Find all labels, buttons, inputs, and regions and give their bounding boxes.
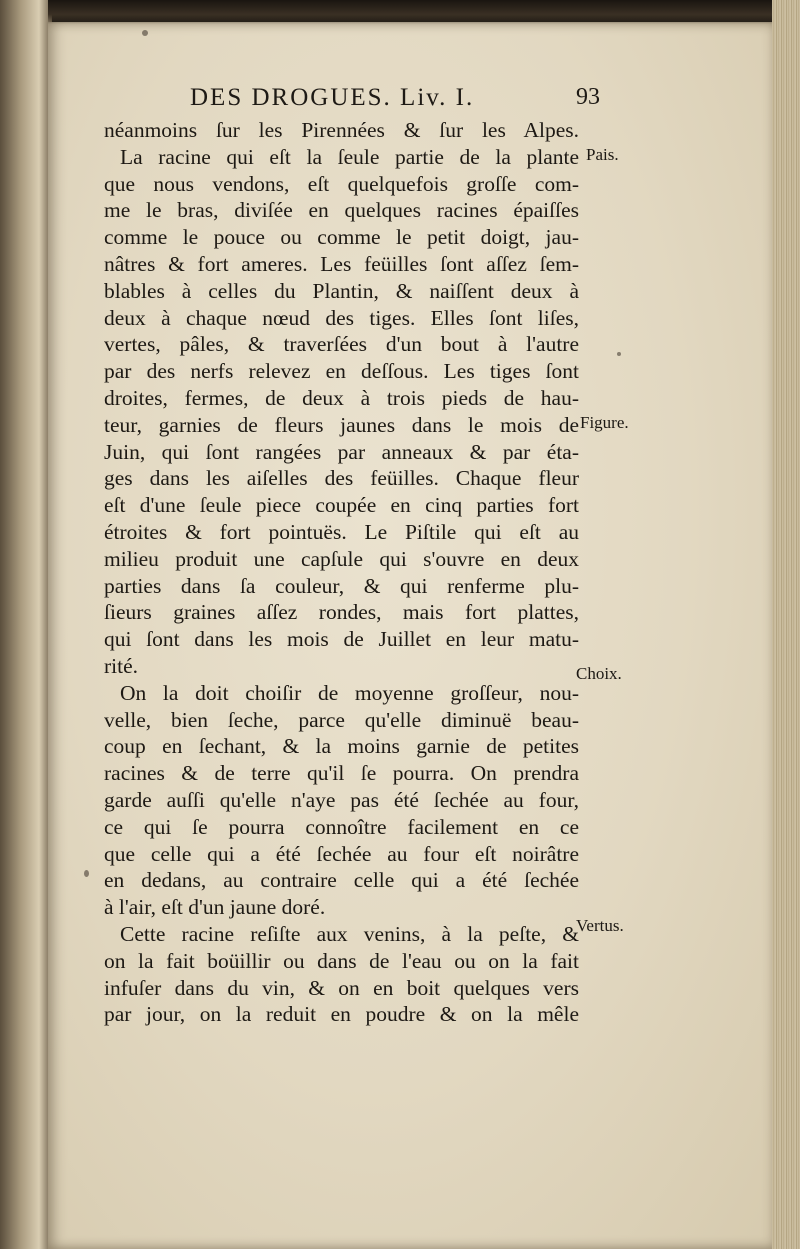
top-shadow: [48, 0, 776, 24]
text-line: que nous vendons, eſt quelquefois groſſe com-: [104, 171, 579, 196]
text-line: ſieurs graines aſſez rondes, mais fort plattes,: [104, 600, 579, 625]
text-line: Cette racine reſiſte aux venins, à la peſte, &: [120, 921, 579, 946]
text-line: on la fait boüillir ou dans de l'eau ou on la fait: [104, 948, 579, 973]
text-line: On la doit choiſir de moyenne groſſeur, nou-: [120, 680, 579, 705]
running-title: DES DROGUES. Liv. I.: [190, 84, 475, 111]
text-line: blables à celles du Plantin, & naiſſent deux à: [104, 278, 579, 303]
text-line: parties dans ſa couleur, & qui renferme plu-: [104, 573, 579, 598]
margin-note-figure: Figure.: [580, 413, 629, 432]
text-line: ges dans les aiſelles des feüilles. Chaque fleur: [104, 466, 579, 491]
text-line: comme le pouce ou comme le petit doigt, jau-: [104, 225, 579, 250]
text-line: eſt d'une ſeule piece coupée en cinq parties fort: [104, 493, 579, 518]
margin-note-choix: Choix.: [576, 664, 622, 683]
text-line: racines & de terre qu'il ſe pourra. On prendra: [104, 761, 579, 786]
text-line: par des nerfs relevez en deſſous. Les tiges ſont: [104, 359, 579, 384]
text-line: teur, garnies de fleurs jaunes dans le mois de: [104, 412, 579, 437]
page-number: 93: [576, 84, 600, 110]
text-line: rité.: [104, 653, 139, 678]
text-line: La racine qui eſt la ſeule partie de la plante: [120, 144, 579, 169]
text-line: que celle qui a été ſechée au four eſt noirâtre: [104, 841, 579, 866]
text-line: qui ſont dans les mois de Juillet en leur matu-: [104, 627, 579, 652]
text-line: à l'air, eſt d'un jaune doré.: [104, 895, 326, 920]
book-spine-edge: [0, 0, 52, 1249]
text-line: en dedans, au contraire celle qui a été ſechée: [104, 868, 579, 893]
text-line: infuſer dans du vin, & on en boit quelques vers: [104, 975, 579, 1000]
text-line: deux à chaque nœud des tiges. Elles ſont liſes,: [104, 305, 579, 330]
margin-note-pais: Pais.: [586, 145, 619, 164]
ink-speck: [142, 30, 148, 36]
margin-note-vertus: Vertus.: [576, 916, 624, 935]
text-line: ce qui ſe pourra connoître facilement en ce: [104, 814, 579, 839]
text-line: Juin, qui ſont rangées par anneaux & par éta-: [104, 439, 579, 464]
page-header: [190, 84, 600, 120]
body-text: [104, 117, 579, 1028]
text-line: me le bras, diviſée en quelques racines épaiſſes: [104, 198, 579, 223]
text-line: garde auſſi qu'elle n'aye pas été ſechée au four,: [104, 787, 579, 812]
ink-speck: [617, 352, 621, 356]
text-line: nâtres & fort ameres. Les feüilles ſont aſſez ſem-: [104, 251, 579, 276]
text-line: coup en ſechant, & la moins garnie de petites: [104, 734, 579, 759]
text-line: par jour, on la reduit en poudre & on la mêle: [104, 1002, 579, 1027]
page-stack-edge: [772, 0, 800, 1249]
text-line: étroites & fort pointuës. Le Piſtile qui eſt au: [104, 519, 579, 544]
text-line: néanmoins ſur les Pirennées & ſur les Alpes.: [104, 118, 579, 142]
text-line: vertes, pâles, & traverſées d'un bout à l'autre: [104, 332, 579, 357]
text-line: droites, fermes, de deux à trois pieds de hau-: [104, 385, 579, 410]
ink-speck: [84, 870, 89, 877]
text-line: milieu produit une capſule qui s'ouvre en deux: [104, 546, 579, 571]
text-line: velle, bien ſeche, parce qu'elle diminuë beau-: [104, 707, 579, 732]
